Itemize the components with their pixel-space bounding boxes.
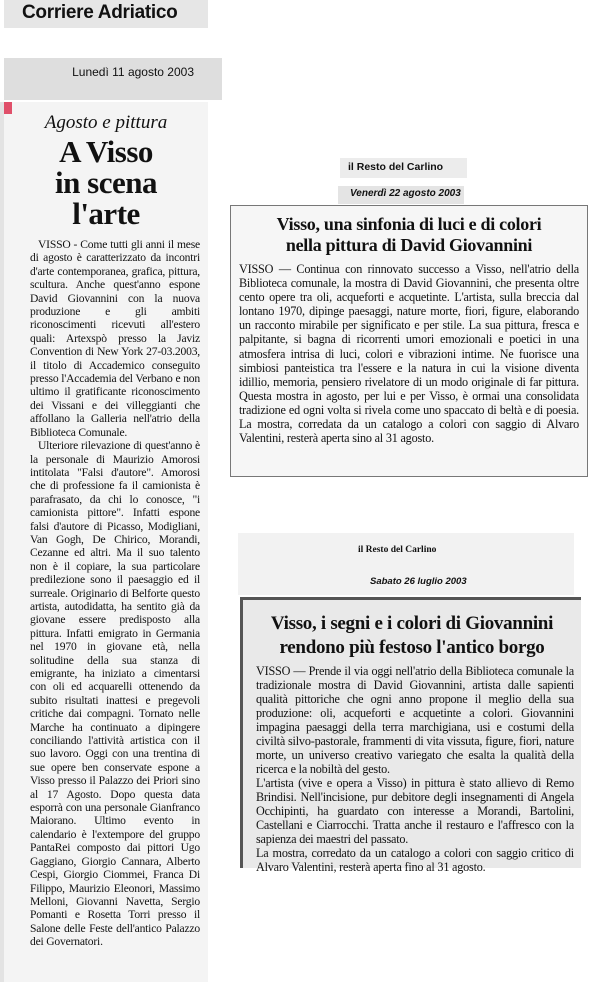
- headline-line: in scena: [55, 165, 157, 200]
- clipping1-article: [0, 102, 208, 982]
- resto-del-carlino-logo: il Resto del Carlino: [358, 545, 437, 555]
- resto-del-carlino-logo: il Resto del Carlino: [348, 161, 444, 173]
- paragraph: VISSO - Come tutti gli anni il mese di agosto è caratterizzato da incontri d'arte contemporanea, grafica, pittura, scultura. Anche quest'anno espone David Giovannini con la nuova produzione e gli ambiti riconoscimenti ricevuti all'estero quali: Artexspò presso la Javiz Convention di New York 27-03.2003, il titolo di Accademico conseguito presso l'Accademia del Verbano e non ultimo il gratificante riconoscimento dei Vissani e dei villeggianti che affollano la Galleria nell'atrio della Biblioteca Comunale.: [30, 238, 200, 439]
- masthead-text: Corriere Adriatico: [22, 2, 178, 23]
- clipping1-date-strip: [4, 58, 222, 100]
- clipping1-kicker: Agosto e pittura: [44, 112, 168, 133]
- clipping3-article: [240, 597, 581, 874]
- paragraph: VISSO — Continua con rinnovato successo a Visso, nell'atrio della Biblioteca comunale, la mostra di David Giovannini, che presenta oltre cento opere tra oli, acqueforti e acquetinte. L'artista, sulla breccia dal lontano 1970, dipinge paesaggi, nature morte, fiori, figure, elaborando un racconto mirabile per significato e per stile. La sua pittura, fresca e palpitante, si bagna di ricorrenti umori emozionali e poetici in una atmosfera intrisa di luci, colori e vibrazioni intime. Ne fuorisce una simbiosi panteistica tra l'essere e la natura in cui la visione diventa idillio, memoria, pensiero rivelatore di un modo originale di far pittura. Questa mostra in agosto, per lui e per Visso, è ormai una consolidata tradizione ed ogni volta si rivela come uno spaccato di beltà e di poesia. La mostra, corredata da un catalogo a colori con saggio di Alvaro Valentini, resterà aperta sino al 31 agosto.: [239, 262, 579, 446]
- clipping1-date: Lunedì 11 agosto 2003: [72, 65, 194, 79]
- paragraph: VISSO — Prende il via oggi nell'atrio della Biblioteca comunale la tradizionale mostra di David Giovannini, artista dalle sapienti qualità pittoriche che ogni anno propone il meglio della sua produzione: oli, acqueforti e acquetinte a colori. Giovannini impagina paesaggi della terra marchigiana, usi e costumi della civiltà silvo-pastorale, frammenti di vita vissuta, figure, fiori, nature morte, un universo creativo variegato che esalta la qualità della ricerca e la nobiltà del gesto.: [256, 664, 574, 776]
- headline-line: rendono più festoso l'antico borgo: [279, 637, 545, 658]
- headline-line: l'arte: [72, 196, 140, 231]
- headline-line: A Visso: [59, 134, 153, 169]
- clipping3-headline: [243, 612, 581, 660]
- clipping3-body-text: [256, 664, 574, 874]
- headline-line: Visso, i segni e i colori di Giovannini: [270, 613, 554, 634]
- clipping1-body-text: [30, 238, 200, 949]
- clipping2-date: Venerdì 22 agosto 2003: [350, 188, 461, 199]
- headline-line: nella pittura di David Giovannini: [285, 235, 533, 255]
- clipping2-logo-strip: [340, 158, 467, 178]
- clipping2-body-text: [239, 262, 579, 445]
- headline-line: Visso, una sinfonia di luci e di colori: [276, 214, 542, 234]
- paragraph: L'artista (vive e opera a Visso) in pittura è stato allievo di Remo Brindisi. Nell'incisione, pur debitore degli insegnamenti di Angela Occhipinti, ha guardato con interesse a Morandi, Bartolini, Castellani e Ciarrocchi. Tratta anche il restauro e l'affresco con la sapienza dei maestri del passato.: [256, 776, 574, 846]
- clipping3-header-strip: [238, 533, 574, 595]
- paragraph: La mostra, corredato da un catalogo a colori con saggio critico di Alvaro Valentini, resterà aperta fino al 31 agosto.: [256, 846, 574, 874]
- clipping2-article: [230, 205, 588, 477]
- corriere-adriatico-masthead: [4, 0, 208, 28]
- clipping2-headline: [231, 214, 587, 256]
- clipping1-headline: [4, 136, 208, 229]
- clipping3-date: Sabato 26 luglio 2003: [370, 576, 467, 587]
- paragraph: Ulteriore rilevazione di quest'anno è la personale di Maurizio Amorosi intitolata "Falsi d'autore". Amorosi che di professione fa il camionista è parafrasato, da chi lo conosce, "i camionista pittore". Infatti espone falsi d'autore di Picasso, Modigliani, Van Gogh, De Chirico, Morandi, Cezanne ed altri. Ma il suo talento non è il copiare, la sua particolare predilezione sono il paesaggio ed il surreale. Originario di Belforte questo artista, autodidatta, ha sentito già da giovane essere predisposto alla pittura. Infatti emigrato in Germania nel 1970 in giovane età, nella solitudine della sua stanza di emigrante, ha iniziato a cimentarsi con oli ed acquarelli ottenendo da subito risultati inattesi e pregevoli critiche dai compagni. Tornato nelle Marche ha continuato a dipingere conciliando l'attività artistica con il suo lavoro. Oggi con una trentina di sue opere ben conservate espone a Visso presso il Palazzo dei Priori sino al 17 Agosto. Dopo questa data esporrà con una personale Gianfranco Maiorano. Ultimo evento in calendario è l'extempore del gruppo PantaRei composto dai pittori Ugo Gaggiano, Giorgio Cannara, Alberto Cespi, Giorgio Ciommei, Franca Di Filippo, Maurizio Eleonori, Massimo Melloni, Giovanni Navetta, Sergio Pomanti e Rosetta Torri presso il Salone delle Feste dell'antico Palazzo dei Governatori.: [30, 439, 200, 949]
- clipping2-date-strip: [338, 186, 464, 204]
